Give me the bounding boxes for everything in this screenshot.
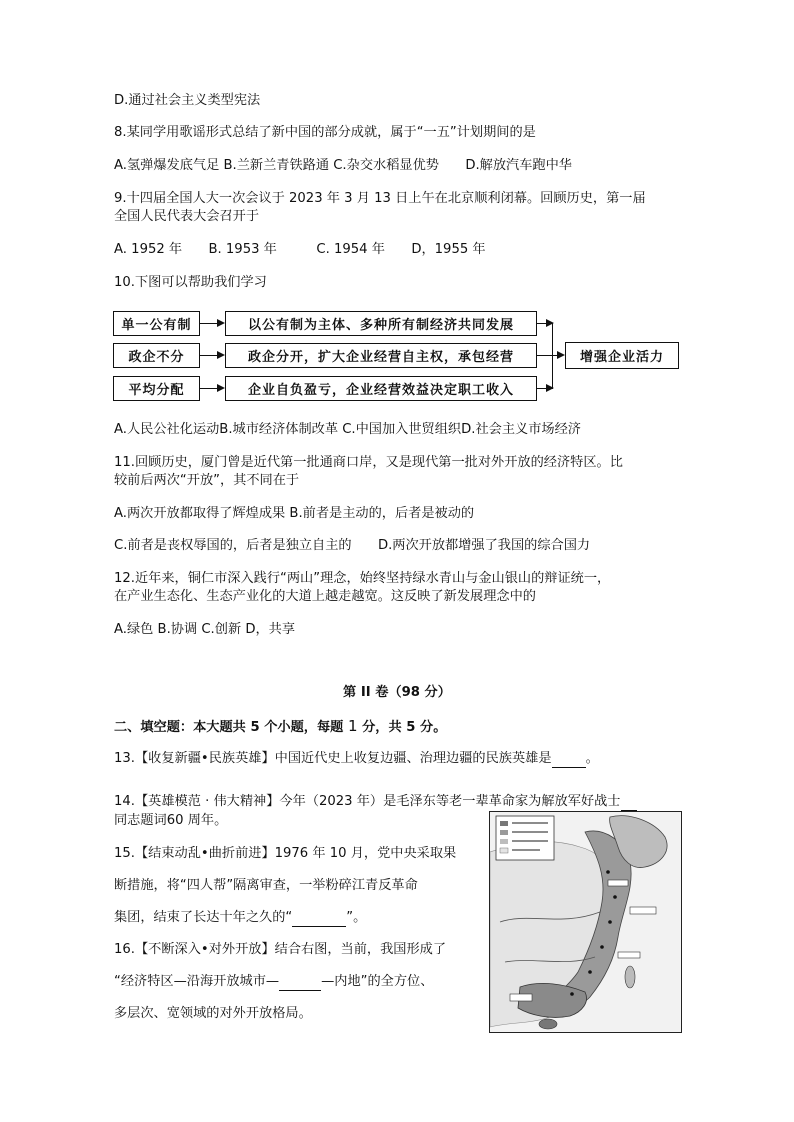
- diagram-middle-1: 以公有制为主体、多种所有制经济共同发展: [225, 311, 537, 336]
- part-two-heading: 第 II 卷（98 分）: [343, 685, 451, 700]
- arrow-4: [537, 323, 552, 324]
- diagram-left-2: 政企不分: [113, 343, 200, 368]
- q11-options-ab: A.两次开放都取得了辉煌成果 B.前者是主动的，后者是被动的: [114, 506, 475, 521]
- q11-stem-2: 较前后两次“开放”，其不同在于: [114, 473, 300, 488]
- q16-line-1: 16.【不断深入•对外开放】结合右图，当前，我国形成了: [114, 942, 447, 957]
- q9-stem-1: 9.十四届全国人大一次会议于 2023 年 3 月 13 日上午在北京顺利闭幕。回顾历史，第一届: [114, 191, 646, 206]
- q12-stem-2: 在产业生态化、生态产业化的大道上越走越宽。这反映了新发展理念中的: [114, 589, 536, 604]
- q8-options: A.氢弹爆发底气足 B.兰新兰青铁路通 C.杂交水稻显优势 D.解放汽车跑中华: [114, 158, 572, 173]
- arrow-5: [537, 355, 563, 356]
- q15-answer-blank[interactable]: [292, 926, 346, 927]
- q10-stem: 10.下图可以帮助我们学习: [114, 275, 267, 290]
- q9-options: A. 1952 年 B. 1953 年 C. 1954 年 D，1955 年: [114, 242, 486, 257]
- q14-line-2: 同志题词60 周年。: [114, 813, 228, 828]
- q16-line-2: “经济特区—沿海开放城市— —内地”的全方位、: [114, 974, 434, 989]
- opening-up-map: [489, 811, 682, 1033]
- section-two-heading: 二、填空题：本大题共 5 个小题，每题 1 分，共 5 分。: [114, 717, 447, 735]
- q16-line-3: 多层次、宽领域的对外开放格局。: [114, 1006, 312, 1021]
- q11-stem-1: 11.回顾历史，厦门曾是近代第一批通商口岸，又是现代第一批对外开放的经济特区。比: [114, 455, 623, 470]
- arrow-1: [200, 323, 223, 324]
- diagram-middle-3: 企业自负盈亏，企业经营效益决定职工收入: [225, 376, 537, 401]
- q14-line-1: 14.【英雄模范 · 伟大精神】今年（2023 年）是毛泽东等老一辈革命家为解放军好战士: [114, 793, 637, 811]
- q13: 13.【收复新疆•民族英雄】中国近代史上收复边疆、治理边疆的民族英雄是 。: [114, 751, 599, 766]
- diagram-left-1: 单一公有制: [113, 311, 200, 336]
- q9-stem-2: 全国人民代表大会召开于: [114, 209, 260, 224]
- diagram-result: 增强企业活力: [565, 342, 679, 369]
- arrow-6: [537, 388, 552, 389]
- q8-stem: 8.某同学用歌谣形式总结了新中国的部分成就，属于“一五”计划期间的是: [114, 125, 536, 140]
- q11-options-cd: C.前者是丧权辱国的，后者是独立自主的 D.两次开放都增强了我国的综合国力: [114, 538, 591, 553]
- arrow-2: [200, 355, 223, 356]
- diagram-middle-2: 政企分开，扩大企业经营自主权，承包经营: [225, 343, 537, 368]
- q10-options: A.人民公社化运动B.城市经济体制改革 C.中国加入世贸组织D.社会主义市场经济: [114, 422, 581, 437]
- arrow-3: [200, 388, 223, 389]
- q12-stem-1: 12.近年来，铜仁市深入践行“两山”理念，始终坚持绿水青山与金山银山的辩证统一，: [114, 571, 611, 586]
- q16-answer-blank[interactable]: [279, 990, 321, 991]
- connector: [552, 323, 553, 389]
- q13-answer-blank[interactable]: [552, 767, 586, 768]
- q12-options: A.绿色 B.协调 C.创新 D，共享: [114, 622, 296, 637]
- diagram-left-3: 平均分配: [113, 376, 200, 401]
- map-illustration: [490, 812, 680, 1031]
- q15-line-3: 集团，结束了长达十年之久的“ ”。: [114, 910, 367, 925]
- q15-line-2: 断措施，将“四人帮”隔离审查，一举粉碎江青反革命: [114, 878, 418, 893]
- q15-line-1: 15.【结束动乱•曲折前进】1976 年 10 月，党中央采取果: [114, 846, 457, 861]
- q7-option-d: D.通过社会主义类型宪法: [114, 93, 261, 108]
